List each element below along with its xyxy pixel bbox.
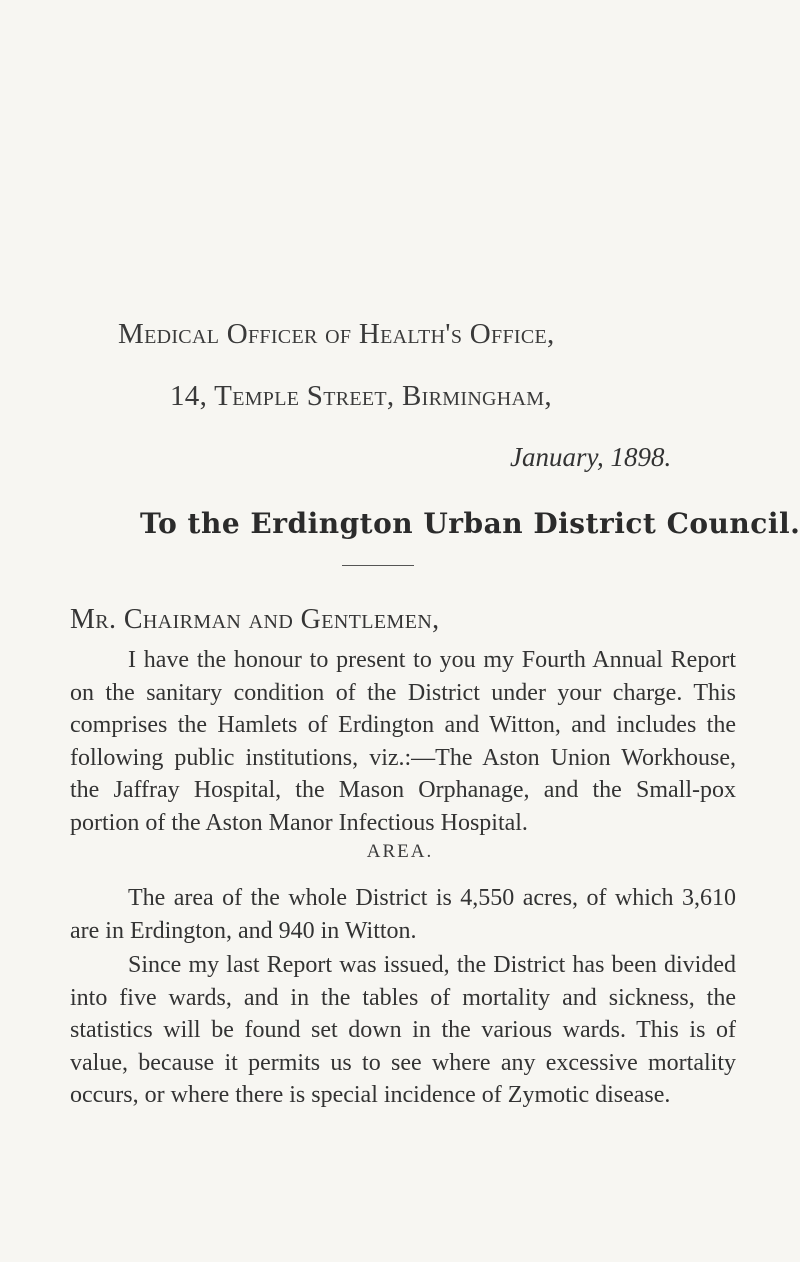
addressee-line: To the Erdington Urban District Council. [140, 507, 800, 540]
area-paragraph: The area of the whole District is 4,550 acres, of which 3,610 are in Erdington, and 940 in Witton. [70, 885, 736, 944]
header-address-line: 14, Temple Street, Birmingham, [170, 380, 552, 412]
wards-paragraph: Since my last Report was issued, the District has been divided into five wards, and in the tables of mortality and sickness, the statistics will be found set down in the various wards. This is of value, because it permits us to see where any excessive mortality occurs, or where there is special incidence of Zymotic disease. [70, 952, 736, 1108]
intro-paragraph: I have the honour to present to you my Fourth Annual Report on the sanitary condition of the District under your charge. This comprises the Hamlets of Erdington and Witton, and includes the following public institutions, viz.:—The Aston Union Workhouse, the Jaffray Hospital, the Mason Orphanage, and the Small-pox portion of the Aston Manor Infectious Hospital. [70, 647, 736, 836]
salutation: Mr. Chairman and Gentlemen, [70, 604, 440, 635]
divider-rule [342, 565, 414, 566]
header-office-line: Medical Officer of Health's Office, [118, 318, 555, 350]
header-date: January, 1898. [510, 442, 672, 472]
area-heading: AREA. [366, 841, 434, 862]
